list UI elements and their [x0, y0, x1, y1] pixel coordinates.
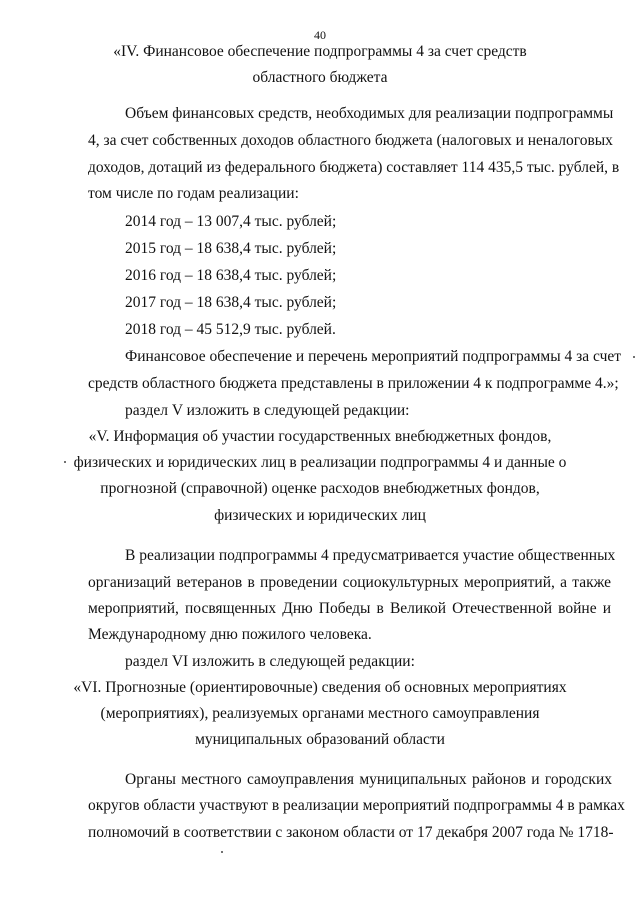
section-5-title-line-2: физических и юридических лиц в реализации подпрограммы 4 и данные о: [73, 454, 567, 471]
section-4-title-line-2: областного бюджета: [252, 69, 388, 86]
section-6-para-line-1: Органы местного самоуправления муниципальных районов и городских: [125, 771, 612, 788]
section-5-title-line-3: прогнозной (справочной) оценке расходов внебюджетных фондов,: [100, 480, 540, 497]
section-4-para-1-line-3: доходов, дотаций из федерального бюджета) составляет 114 435,5 тыс. рублей, в: [88, 159, 620, 176]
page-number: 40: [314, 28, 326, 42]
section-4-para-1-line-2: 4, за счет собственных доходов областного бюджета (налоговых и неналоговых: [88, 132, 613, 149]
section-5-title-line-1: «V. Информация об участии государственных внебюджетных фондов,: [88, 428, 552, 445]
section-5-para-line-3: мероприятий, посвященных Дню Победы в Великой Отечественной войне и: [88, 600, 611, 617]
section-4-para-2-line-2: средств областного бюджета представлены в приложении 4 к подпрограмме 4.»;: [88, 375, 619, 392]
section-6-para-line-3: полномочий в соответствии с законом области от 17 декабря 2007 года № 1718-: [88, 824, 614, 841]
year-row-2017: 2017 год – 18 638,4 тыс. рублей;: [125, 294, 337, 311]
scan-speck: [633, 356, 635, 358]
year-row-2016: 2016 год – 18 638,4 тыс. рублей;: [125, 267, 337, 284]
section-6-intro: раздел VI изложить в следующей редакции:: [125, 653, 415, 670]
section-4-para-1-line-1: Объем финансовых средств, необходимых для реализации подпрограммы: [125, 105, 614, 122]
section-5-intro: раздел V изложить в следующей редакции:: [125, 402, 410, 419]
year-row-2015: 2015 год – 18 638,4 тыс. рублей;: [125, 240, 337, 257]
section-5-para-line-4: Международному дню пожилого человека.: [88, 626, 372, 643]
section-6-title-line-1: «VI. Прогнозные (ориентировочные) сведения об основных мероприятиях: [73, 679, 567, 696]
section-5-title-line-4: физических и юридических лиц: [214, 507, 426, 524]
scan-speck: [64, 461, 66, 463]
section-4-para-1-line-4: том числе по годам реализации:: [88, 185, 299, 202]
section-4-para-2-line-1: Финансовое обеспечение и перечень мероприятий подпрограммы 4 за счет: [125, 348, 622, 365]
scan-speck: [221, 851, 223, 853]
section-6-title-line-3: муниципальных образований области: [195, 731, 445, 748]
section-4-title-line-1: «IV. Финансовое обеспечение подпрограммы 4 за счет средств: [113, 43, 527, 60]
section-5-para-line-2: организаций ветеранов в проведении социокультурных мероприятий, а также: [88, 574, 611, 591]
year-row-2014: 2014 год – 13 007,4 тыс. рублей;: [125, 213, 337, 230]
section-5-para-line-1: В реализации подпрограммы 4 предусматривается участие общественных: [125, 547, 616, 564]
section-6-title-line-2: (мероприятиях), реализуемых органами местного самоуправления: [100, 705, 540, 722]
year-row-2018: 2018 год – 45 512,9 тыс. рублей.: [125, 321, 336, 338]
section-6-para-line-2: округов области участвуют в реализации мероприятий подпрограммы 4 в рамках: [88, 797, 625, 814]
